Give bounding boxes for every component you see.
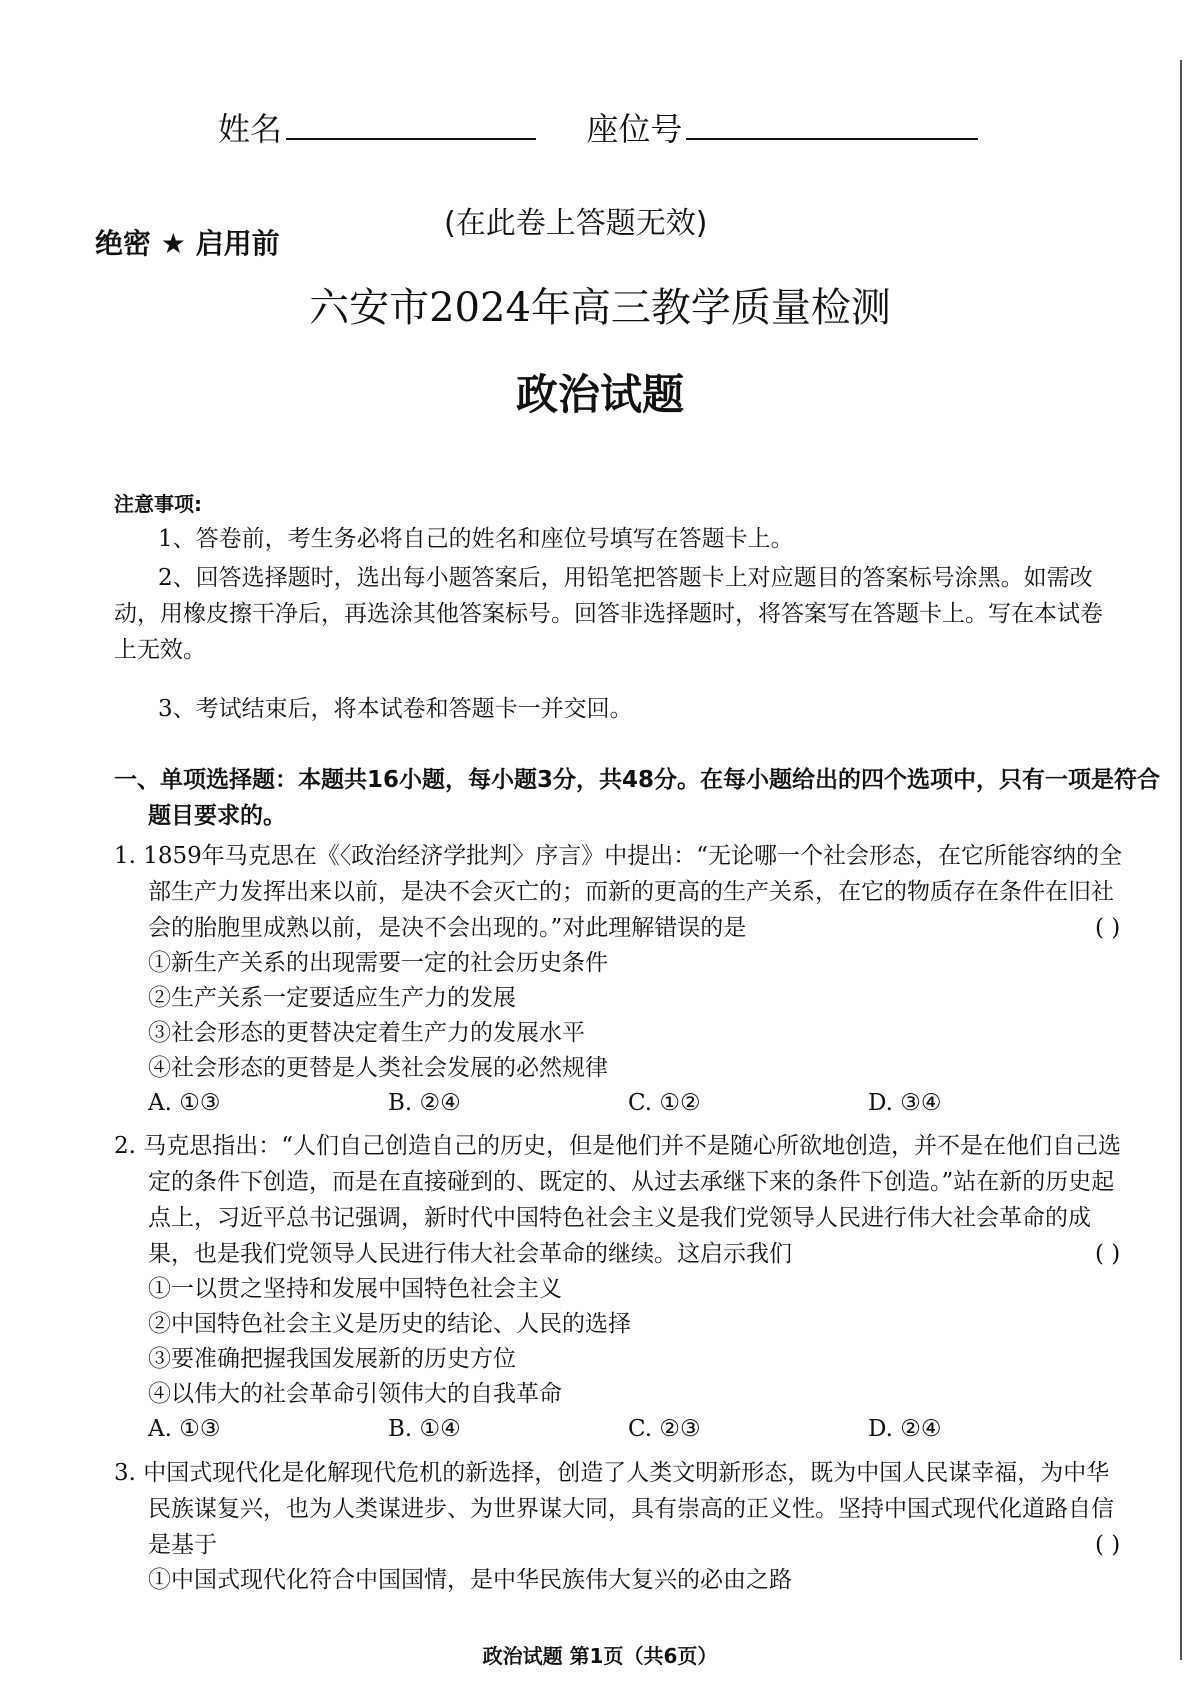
exam-subtitle: 政治试题 <box>515 370 684 419</box>
choice-d: D. ②④ <box>868 1416 942 1442</box>
invalid-note: (在此卷上答题无效) <box>444 206 708 241</box>
option-item: ②生产关系一定要适应生产力的发展 <box>148 985 516 1011</box>
choice-a: A. ①③ <box>148 1416 221 1442</box>
choice-d: D. ③④ <box>868 1090 942 1116</box>
notice-heading: 注意事项: <box>114 492 202 516</box>
option-item: ④社会形态的更替是人类社会发展的必然规律 <box>148 1055 608 1081</box>
option-item: ③要准确把握我国发展新的历史方位 <box>148 1346 516 1372</box>
choice-c: C. ②③ <box>628 1416 701 1442</box>
question-3: 3. 中国式现代化是化解现代危机的新选择，创造了人类文明新形态，既为中国人民谋幸福，为中华民族谋复兴，也为人类谋进步、为世界谋大同，具有崇高的正义性。坚持中国式现代化道路自信是基于 ( ) ①中国式现代化符合中国国情，是中华民族伟大复兴的必由之路 <box>114 1455 1129 1598</box>
answer-choices <box>114 1086 1129 1121</box>
name-seat-row <box>218 104 978 150</box>
notice-item: 3、考试结束后，将本试卷和答题卡一并交回。 <box>158 696 633 722</box>
choice-b: B. ②④ <box>388 1090 461 1116</box>
option-item: ①新生产关系的出现需要一定的社会历史条件 <box>148 950 608 976</box>
section-heading: 一、单项选择题：本题共16小题，每小题3分，共48分。在每小题给出的四个选项中，只有一项是符合题目要求的。 <box>114 767 1161 829</box>
page-footer: 政治试题 第1页（共6页） <box>482 1644 718 1668</box>
secret-label: 绝密 ★ 启用前 <box>95 227 280 260</box>
question-stem: 1. 1859年马克思在《〈政治经济学批判〉序言》中提出：“无论哪一个社会形态，在它所能容纳的全部生产力发挥出来以前，是决不会灭亡的；而新的更高的生产关系，在它的物质存在条件在旧社会的胎胞里成熟以前，是决不会出现的。”对此理解错误的是 <box>114 843 1123 941</box>
question-1: 1. 1859年马克思在《〈政治经济学批判〉序言》中提出：“无论哪一个社会形态，在它所能容纳的全部生产力发挥出来以前，是决不会灭亡的；而新的更高的生产关系，在它的物质存在条件在旧社会的胎胞里成熟以前，是决不会出现的。”对此理解错误的是 ( ) ①新生产关系的出现需要一定的社会历史条件 ②生产关系一定要适应生产力的发展 ③社会形态的更替决定着生产力的发展水平 ④社会形态的更替是人类社会发展的必然规律 A. ①③ B. ②④ C. ①② D. ③④ <box>114 838 1129 1121</box>
option-item: ①一以贯之坚持和发展中国特色社会主义 <box>148 1276 562 1302</box>
question-stem: 2. 马克思指出：“人们自己创造自己的历史，但是他们并不是随心所欲地创造，并不是在他们自己选定的条件下创造，而是在直接碰到的、既定的、从过去承继下来的条件下创造。”站在新的历史起点上，习近平总书记强调，新时代中国特色社会主义是我们党领导人民进行伟大社会革命的成果，也是我们党领导人民进行伟大社会革命的继续。这启示我们 <box>114 1133 1122 1267</box>
option-item: ②中国特色社会主义是历史的结论、人民的选择 <box>148 1311 631 1337</box>
name-blank <box>286 108 536 140</box>
option-item: ④以伟大的社会革命引领伟大的自我革命 <box>148 1381 562 1407</box>
exam-title: 六安市2024年高三教学质量检测 <box>309 285 891 331</box>
answer-choices <box>114 1412 1129 1447</box>
option-item: ③社会形态的更替决定着生产力的发展水平 <box>148 1020 585 1046</box>
choice-b: B. ①④ <box>388 1416 461 1442</box>
seat-blank <box>686 108 978 140</box>
seat-label: 座位号 <box>586 110 683 148</box>
question-2: 2. 马克思指出：“人们自己创造自己的历史，但是他们并不是随心所欲地创造，并不是在他们自己选定的条件下创造，而是在直接碰到的、既定的、从过去承继下来的条件下创造。”站在新的历史起点上，习近平总书记强调，新时代中国特色社会主义是我们党领导人民进行伟大社会革命的成果，也是我们党领导人民进行伟大社会革命的继续。这启示我们 ( ) ①一以贯之坚持和发展中国特色社会主义 ②中国特色社会主义是历史的结论、人民的选择 ③要准确把握我国发展新的历史方位 ④以伟大的社会革命引领伟大的自我革命 A. ①③ B. ①④ C. ②③ D. ②④ <box>114 1128 1129 1447</box>
notice-item: 2、回答选择题时，选出每小题答案后，用铅笔把答题卡上对应题目的答案标号涂黑。如需改动，用橡皮擦干净后，再选涂其他答案标号。回答非选择题时，将答案写在答题卡上。写在本试卷上无效。 <box>114 565 1103 663</box>
choice-c: C. ①② <box>628 1090 701 1116</box>
notice-item: 1、答卷前，考生务必将自己的姓名和座位号填写在答题卡上。 <box>158 526 794 552</box>
question-stem: 3. 中国式现代化是化解现代危机的新选择，创造了人类文明新形态，既为中国人民谋幸福，为中华民族谋复兴，也为人类谋进步、为世界谋大同，具有崇高的正义性。坚持中国式现代化道路自信是基于 <box>114 1460 1114 1558</box>
name-label: 姓名 <box>218 110 283 148</box>
choice-a: A. ①③ <box>148 1090 221 1116</box>
option-item: ①中国式现代化符合中国国情，是中华民族伟大复兴的必由之路 <box>148 1567 792 1593</box>
